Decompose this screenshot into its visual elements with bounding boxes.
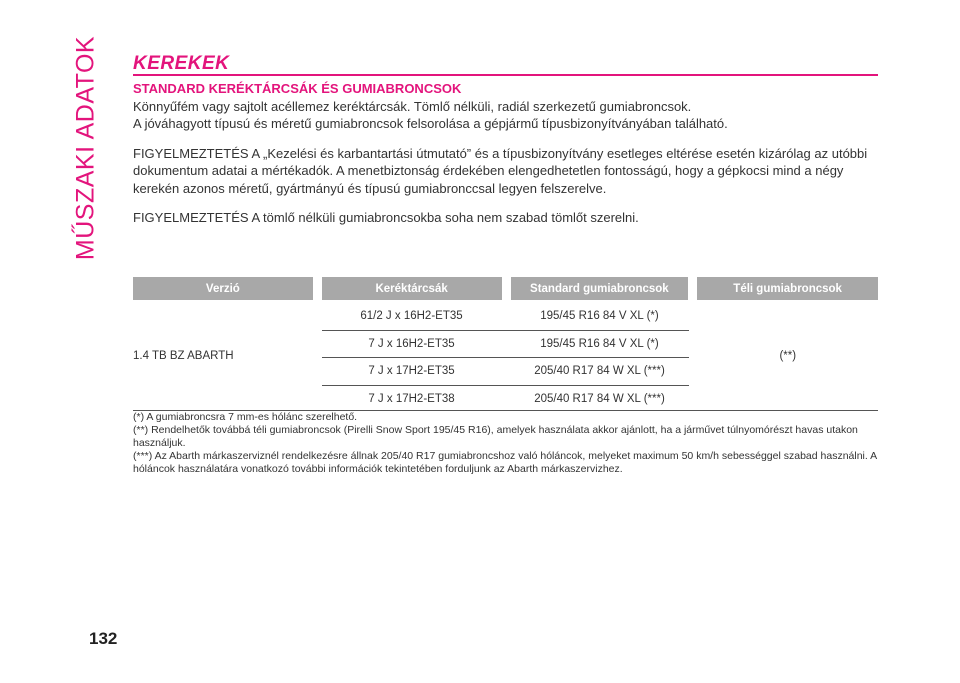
table-body: [133, 303, 878, 409]
section-divider: [133, 74, 878, 76]
footnote-3: (***) Az Abarth márkaszerviznél rendelkezésre állnak 205/40 R17 gumiabroncshoz való hóláncok, melyeket maximum 50 km/h sebességgel szabad használni. A hóláncok használatára vonatkozó további információk tekintetében forduljunk az Abarth márkaszervizhez.: [133, 450, 877, 475]
cell-tyre: 205/40 R17 84 W XL (***): [534, 365, 665, 378]
cell-tyre: 205/40 R17 84 W XL (***): [534, 392, 665, 405]
section-title: KEREKEK: [133, 53, 230, 74]
cell-rim: 61/2 J x 16H2-ET35: [360, 310, 463, 323]
section-content: [133, 80, 878, 227]
header-standard-tyres: Standard gumiabroncsok: [511, 277, 689, 300]
footnote-2: (**) Rendelhetők továbbá téli gumiabroncsok (Pirelli Snow Sport 195/45 R16), amelyek használata akkor ajánlott, ha a járművet túlnyomórészt havas utakon használjuk.: [133, 424, 858, 449]
header-rims: Keréktárcsák: [322, 277, 502, 300]
footnote-1: (*) A gumiabroncsra 7 mm-es hólánc szerelhető.: [133, 411, 358, 423]
wheels-table: [133, 277, 878, 411]
page-number: 132: [89, 629, 118, 648]
cell-tyre: 195/45 R16 84 V XL (*): [540, 337, 659, 350]
cell-rim: 7 J x 17H2-ET35: [368, 365, 455, 378]
table-rows: [322, 303, 689, 409]
cell-rim: 7 J x 17H2-ET38: [368, 392, 455, 405]
cell-tyre: 195/45 R16 84 V XL (*): [540, 310, 659, 323]
subsection-title: STANDARD KERÉKTÁRCSÁK ÉS GUMIABRONCSOK: [133, 81, 462, 96]
paragraph-approval: A jóváhagyott típusú és méretű gumiabroncsok felsorolása a gépjármű típusbizonyítványában található.: [133, 116, 728, 131]
paragraph-warning-tube: FIGYELMEZTETÉS A tömlő nélküli gumiabroncsokba soha nem szabad tömlőt szerelni.: [133, 210, 639, 225]
table-header: [133, 277, 878, 300]
header-version: Verzió: [133, 277, 313, 300]
table-footnotes: [133, 411, 878, 476]
cell-rim: 7 J x 16H2-ET35: [368, 337, 455, 350]
table-row: [322, 357, 689, 385]
paragraph-rims-tyres: Könnyűfém vagy sajtolt acéllemez keréktárcsák. Tömlő nélküli, radiál szerkezetű gumiabroncsok.: [133, 98, 692, 114]
table-row: [322, 385, 689, 413]
table-row: [322, 303, 689, 330]
cell-winter-tyres: (**): [779, 350, 797, 362]
paragraph-warning-manual: FIGYELMEZTETÉS A „Kezelési és karbantartási útmutató” és a típusbizonyítvány esetleges eltérése esetén kizárólag az utóbbi dokumentum adatai a mértékadók. A menetbiztonság érdekében elengedhetetlen fontosságú, hogy a gépkocsi mind a négy kerekén azonos méretű, gyártmányú és típusú gumiabronccsal legyen felszerelve.: [133, 145, 868, 196]
sidebar-chapter-title: MŰSZAKI ADATOK: [71, 35, 100, 261]
cell-version: 1.4 TB BZ ABARTH: [133, 350, 234, 362]
table-row: [322, 330, 689, 358]
header-winter-tyres: Téli gumiabroncsok: [697, 277, 878, 300]
